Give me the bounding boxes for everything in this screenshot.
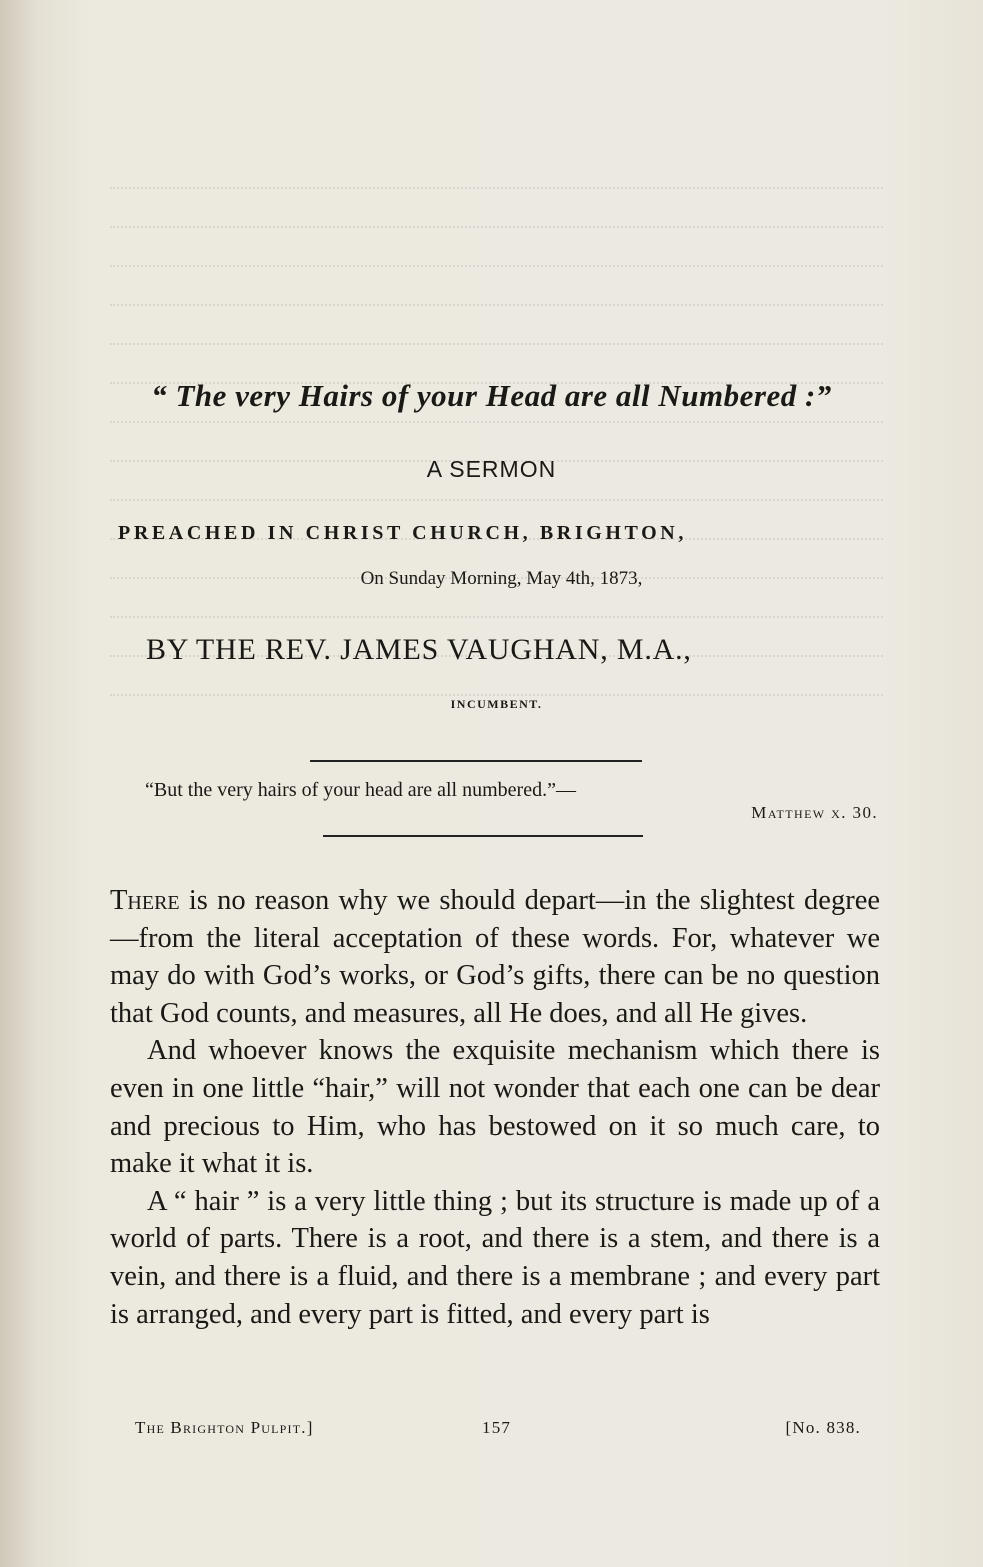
top-divider (310, 760, 642, 762)
publication-name: The Brighton Pulpit.] (135, 1418, 314, 1437)
issue-number: [No. 838. (785, 1418, 861, 1437)
paragraph-2: And whoever knows the exquisite mechanism which there is even in one little “hair,” will not wonder that each one can be dear and precious to Him, who has bestowed on it so much care, to make it what it is. (110, 1035, 880, 1180)
paragraph-3: A “ hair ” is a very little thing ; but its structure is made up of a world of parts. There is a root, and there is a stem, and there is a vein, and there is a fluid, and there is a membrane ; and every part is arranged, and every part is fitted, and every part is (110, 1185, 880, 1330)
epigraph-text: “But the very hairs of your head are all numbered.”— (145, 779, 576, 801)
paragraph-1 (110, 882, 880, 1032)
sermon-heading: A SERMON (426, 456, 557, 482)
paragraph-1-text: is no reason why we should depart—in the slightest degree—from the literal acceptation of these words. For, whatever we may do with God’s works, or God’s gifts, there can be no question that God counts, and measures, all He does, and all He gives. (110, 885, 880, 1029)
author-line: BY THE REV. JAMES VAUGHAN, M.A., (146, 633, 692, 666)
author-position: INCUMBENT. (450, 697, 543, 711)
epigraph-reference: Matthew x. 30. (751, 803, 878, 822)
page-footer (0, 1418, 983, 1444)
page-number: 157 (482, 1418, 512, 1437)
sermon-body (110, 882, 880, 1333)
sermon-title: “ The very Hairs of your Head are all Numbered :” (151, 378, 832, 413)
preached-location: PREACHED IN CHRIST CHURCH, BRIGHTON, (118, 522, 687, 544)
bottom-divider (323, 835, 643, 837)
show-through-text (0, 150, 983, 710)
paragraph-1-lead: There (110, 885, 180, 916)
sermon-date: On Sunday Morning, May 4th, 1873, (360, 568, 643, 589)
